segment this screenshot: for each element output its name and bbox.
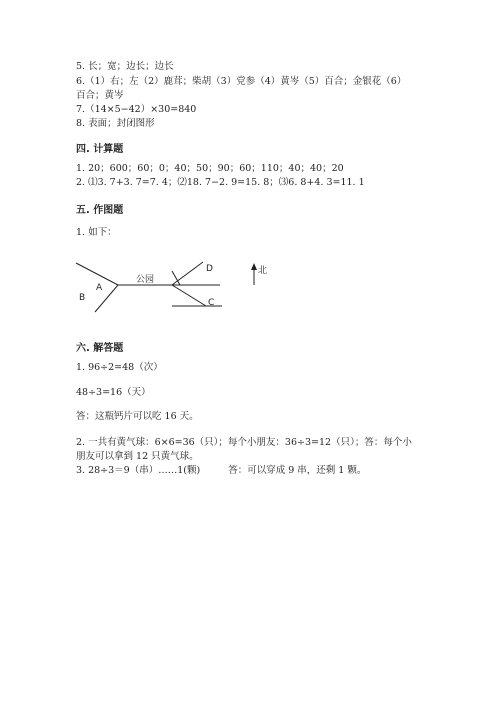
answer-6-3 — [76, 465, 366, 477]
line-d-upper — [172, 262, 203, 285]
answer-4-2: 2. ⑴3. 7+3. 7=7. 4；⑵18. 7−2. 9=15. 8；⑶6. 8+4. 3=11. 1 — [76, 177, 365, 188]
answer-6-2-line2: 朋友可以拿到 12 只黄气球。 — [76, 451, 199, 462]
section-5-heading: 五. 作图题 — [76, 205, 124, 216]
answer-3-5: 5. 长；宽；边长；边长 — [76, 61, 174, 72]
answer-3-8: 8. 表面；封闭图形 — [76, 118, 155, 129]
answer-6-3-conclusion: 答：可以穿成 9 串，还剩 1 颗。 — [228, 465, 367, 476]
label-park: 公园 — [136, 275, 155, 285]
answer-6-1-line3: 答：这瓶钙片可以吃 16 天。 — [76, 411, 199, 422]
answer-6-2-line1: 2. 一共有黄气球：6×6=36（只）；每个小朋友：36÷3=12（只）；答：每个小 — [76, 437, 412, 448]
answer-6-1-line2: 48÷3=16（天） — [76, 387, 151, 398]
label-b: B — [79, 293, 86, 303]
label-c: C — [208, 298, 215, 308]
answer-3-6-line1: 6.（1）右；左（2）鹿茸；柴胡（3）党参（4）黄岑（5）百合；金银花（6） — [76, 76, 407, 87]
line-a-lower — [95, 285, 118, 312]
north-arrow-head — [251, 263, 257, 270]
answer-5-1: 1. 如下： — [76, 227, 117, 238]
label-north: 北 — [258, 266, 268, 276]
line-a-upper — [76, 263, 118, 285]
section-6-heading: 六. 解答题 — [76, 343, 124, 354]
answer-3-7: 7.（14×5−42）×30=840 — [76, 104, 197, 115]
answer-6-1-line1: 1. 96÷2=48（次） — [76, 362, 163, 373]
label-a: A — [96, 283, 103, 293]
answer-3-6-line2: 百合；黄岑 — [76, 90, 124, 101]
line-d-short — [172, 271, 180, 285]
line-c-diagonal — [172, 285, 206, 306]
section-4-heading: 四. 计算题 — [76, 144, 124, 155]
answer-6-3-equation: 3. 28÷3＝9（串）……1(颗) — [76, 465, 201, 476]
answer-4-1: 1. 20；600；60；0；40；50；90；60；110；40；40；20 — [76, 163, 344, 174]
label-d: D — [206, 264, 213, 274]
